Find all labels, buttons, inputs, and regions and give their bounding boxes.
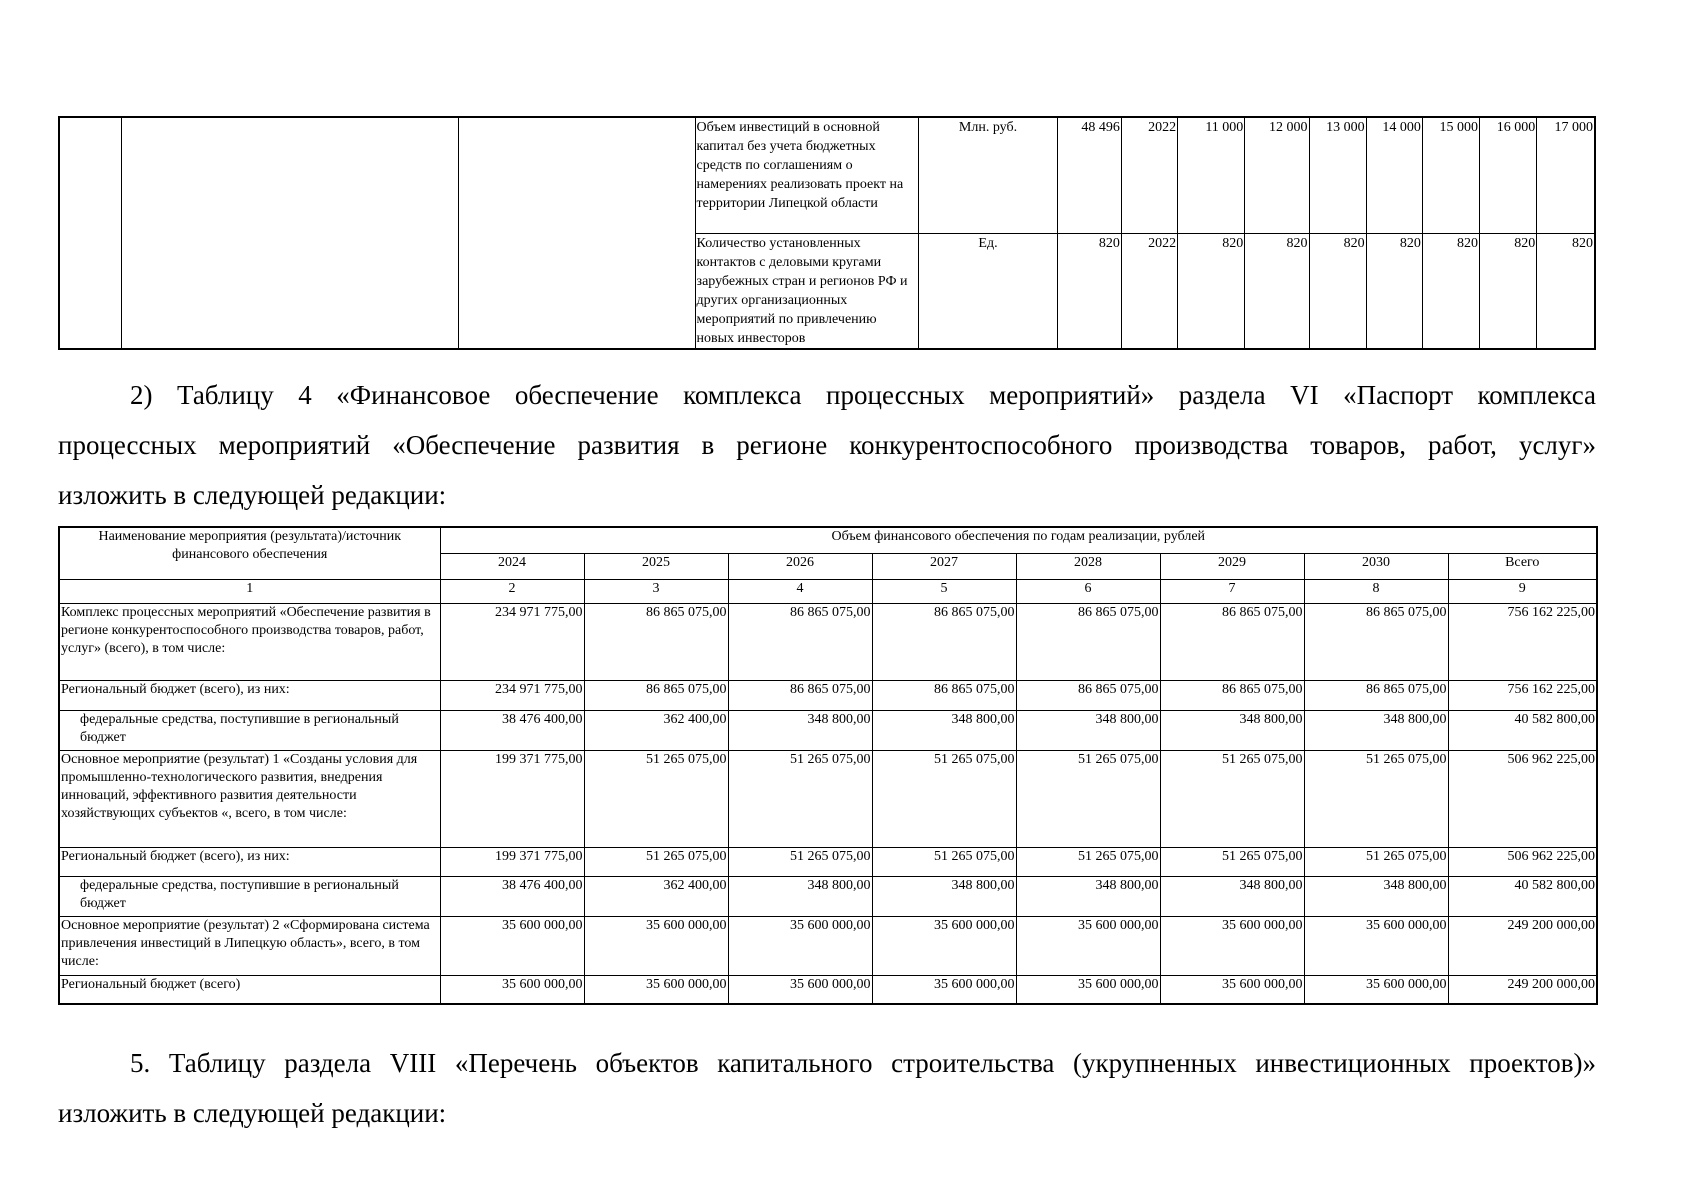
base-value: 48 496 [1057, 117, 1121, 233]
table-row [59, 750, 1597, 847]
amount-cell: 86 865 075,00 [728, 603, 872, 680]
amount-cell: 506 962 225,00 [1448, 847, 1597, 876]
amount-cell: 40 582 800,00 [1448, 710, 1597, 750]
amount-cell: 38 476 400,00 [440, 710, 584, 750]
amount-cell: 348 800,00 [1016, 710, 1160, 750]
amount-cell: 35 600 000,00 [1160, 916, 1304, 975]
amount-cell: 756 162 225,00 [1448, 603, 1597, 680]
amount-cell: 756 162 225,00 [1448, 680, 1597, 710]
table-row [59, 680, 1597, 710]
row-name: Основное мероприятие (результат) 2 «Сформирована система привлечения инвестиций в Липецкую область», всего, в том числе: [59, 916, 440, 975]
indicator-unit: Млн. руб. [919, 117, 1057, 233]
amount-cell: 51 265 075,00 [584, 847, 728, 876]
amount-cell: 35 600 000,00 [584, 916, 728, 975]
indicator-name: Объем инвестиций в основной капитал без учета бюджетных средств по соглашениям о намерениях реализовать проект на территории Липецкой области [695, 117, 919, 233]
value-cell: 820 [1422, 233, 1479, 349]
amount-cell: 35 600 000,00 [872, 916, 1016, 975]
row-name: федеральные средства, поступившие в региональный бюджет [59, 876, 440, 916]
value-cell: 820 [1245, 233, 1309, 349]
amount-cell: 35 600 000,00 [1016, 975, 1160, 1004]
amount-cell: 35 600 000,00 [872, 975, 1016, 1004]
table-row [59, 710, 1597, 750]
amount-cell: 234 971 775,00 [440, 680, 584, 710]
value-cell: 15 000 [1422, 117, 1479, 233]
value-cell: 820 [1366, 233, 1422, 349]
amount-cell: 86 865 075,00 [1016, 603, 1160, 680]
amount-cell: 348 800,00 [872, 876, 1016, 916]
year-header: 2028 [1016, 553, 1160, 579]
paragraph-line: процессных мероприятий «Обеспечение развития в регионе конкурентоспособного производства товаров, работ, услуг» [58, 430, 1596, 460]
paragraph-3 [58, 1038, 1596, 1138]
amount-cell: 86 865 075,00 [584, 603, 728, 680]
amount-cell: 51 265 075,00 [1160, 750, 1304, 847]
header-row [59, 527, 1597, 553]
amount-cell: 51 265 075,00 [1160, 847, 1304, 876]
column-number: 3 [584, 579, 728, 603]
amount-cell: 86 865 075,00 [1160, 603, 1304, 680]
base-year: 2022 [1121, 117, 1177, 233]
table-row [59, 876, 1597, 916]
year-header: Всего [1448, 553, 1597, 579]
column-numbers-row [59, 579, 1597, 603]
amount-cell: 35 600 000,00 [728, 975, 872, 1004]
amount-cell: 35 600 000,00 [440, 975, 584, 1004]
table-row [59, 603, 1597, 680]
amount-cell: 199 371 775,00 [440, 847, 584, 876]
amount-cell: 51 265 075,00 [1016, 750, 1160, 847]
paragraph-line: 2) Таблицу 4 «Финансовое обеспечение комплекса процессных мероприятий» раздела VI «Паспорт комплекса [130, 380, 1596, 410]
table-row [59, 975, 1597, 1004]
paragraph-2 [58, 370, 1596, 520]
column-number: 4 [728, 579, 872, 603]
amount-cell: 362 400,00 [584, 876, 728, 916]
indicator-name: Количество установленных контактов с деловыми кругами зарубежных стран и регионов РФ и других организационных мероприятий по привлечению новых инвесторов [695, 233, 919, 349]
value-cell: 16 000 [1480, 117, 1537, 233]
amount-cell: 86 865 075,00 [1304, 680, 1448, 710]
amount-cell: 86 865 075,00 [1160, 680, 1304, 710]
amount-cell: 199 371 775,00 [440, 750, 584, 847]
amount-cell: 348 800,00 [728, 710, 872, 750]
year-header: 2027 [872, 553, 1016, 579]
value-cell: 820 [1480, 233, 1537, 349]
base-value: 820 [1057, 233, 1121, 349]
year-header: 2024 [440, 553, 584, 579]
amount-cell: 51 265 075,00 [728, 847, 872, 876]
row-name: Региональный бюджет (всего), из них: [59, 680, 440, 710]
amount-cell: 249 200 000,00 [1448, 916, 1597, 975]
column-number: 5 [872, 579, 1016, 603]
amount-cell: 51 265 075,00 [872, 847, 1016, 876]
value-cell: 17 000 [1537, 117, 1595, 233]
row-name: Региональный бюджет (всего) [59, 975, 440, 1004]
amount-cell: 35 600 000,00 [1304, 916, 1448, 975]
paragraph-line: 5. Таблицу раздела VIII «Перечень объектов капитального строительства (укрупненных инвестиционных проектов)» [130, 1048, 1596, 1078]
amount-cell: 348 800,00 [1304, 876, 1448, 916]
amount-cell: 35 600 000,00 [440, 916, 584, 975]
column-number: 8 [1304, 579, 1448, 603]
empty-cell [458, 117, 695, 349]
value-cell: 820 [1537, 233, 1595, 349]
amount-cell: 234 971 775,00 [440, 603, 584, 680]
financial-table [58, 526, 1598, 1005]
indicators-table [58, 116, 1596, 350]
amount-cell: 348 800,00 [1160, 710, 1304, 750]
year-header: 2026 [728, 553, 872, 579]
amount-cell: 51 265 075,00 [1304, 750, 1448, 847]
amount-cell: 362 400,00 [584, 710, 728, 750]
column-number: 2 [440, 579, 584, 603]
year-header: 2030 [1304, 553, 1448, 579]
amount-cell: 38 476 400,00 [440, 876, 584, 916]
amount-cell: 40 582 800,00 [1448, 876, 1597, 916]
table-row [59, 117, 1595, 233]
column-number: 9 [1448, 579, 1597, 603]
paragraph-line: изложить в следующей редакции: [58, 1098, 447, 1128]
amount-cell: 348 800,00 [1160, 876, 1304, 916]
row-name: Региональный бюджет (всего), из них: [59, 847, 440, 876]
amount-cell: 35 600 000,00 [728, 916, 872, 975]
table-row [59, 847, 1597, 876]
value-cell: 11 000 [1178, 117, 1245, 233]
header-name: Наименование мероприятия (результата)/источник финансового обеспечения [59, 527, 440, 579]
table-row [59, 916, 1597, 975]
financial-table-body [59, 603, 1597, 1004]
empty-cell [59, 117, 121, 349]
amount-cell: 35 600 000,00 [1160, 975, 1304, 1004]
amount-cell: 35 600 000,00 [1016, 916, 1160, 975]
year-header: 2029 [1160, 553, 1304, 579]
amount-cell: 86 865 075,00 [1304, 603, 1448, 680]
amount-cell: 35 600 000,00 [584, 975, 728, 1004]
amount-cell: 348 800,00 [1304, 710, 1448, 750]
amount-cell: 86 865 075,00 [728, 680, 872, 710]
amount-cell: 348 800,00 [1016, 876, 1160, 916]
value-cell: 13 000 [1309, 117, 1366, 233]
amount-cell: 51 265 075,00 [584, 750, 728, 847]
empty-cell [121, 117, 458, 349]
column-number: 1 [59, 579, 440, 603]
amount-cell: 86 865 075,00 [872, 680, 1016, 710]
amount-cell: 506 962 225,00 [1448, 750, 1597, 847]
value-cell: 820 [1309, 233, 1366, 349]
value-cell: 12 000 [1245, 117, 1309, 233]
amount-cell: 86 865 075,00 [872, 603, 1016, 680]
indicator-unit: Ед. [919, 233, 1057, 349]
header-volume: Объем финансового обеспечения по годам реализации, рублей [440, 527, 1597, 553]
amount-cell: 51 265 075,00 [728, 750, 872, 847]
amount-cell: 51 265 075,00 [872, 750, 1016, 847]
value-cell: 14 000 [1366, 117, 1422, 233]
row-name: Основное мероприятие (результат) 1 «Созданы условия для промышленно-технологического развития, внедрения инноваций, эффективного развития деятельности хозяйствующих субъектов «, всего, в том числе: [59, 750, 440, 847]
year-header: 2025 [584, 553, 728, 579]
column-number: 6 [1016, 579, 1160, 603]
amount-cell: 51 265 075,00 [1304, 847, 1448, 876]
amount-cell: 35 600 000,00 [1304, 975, 1448, 1004]
row-name: Комплекс процессных мероприятий «Обеспечение развития в регионе конкурентоспособного производства товаров, работ, услуг» (всего), в том числе: [59, 603, 440, 680]
row-name: федеральные средства, поступившие в региональный бюджет [59, 710, 440, 750]
amount-cell: 348 800,00 [872, 710, 1016, 750]
base-year: 2022 [1121, 233, 1177, 349]
amount-cell: 86 865 075,00 [1016, 680, 1160, 710]
amount-cell: 51 265 075,00 [1016, 847, 1160, 876]
amount-cell: 249 200 000,00 [1448, 975, 1597, 1004]
paragraph-line: изложить в следующей редакции: [58, 480, 447, 510]
column-number: 7 [1160, 579, 1304, 603]
value-cell: 820 [1178, 233, 1245, 349]
amount-cell: 348 800,00 [728, 876, 872, 916]
amount-cell: 86 865 075,00 [584, 680, 728, 710]
